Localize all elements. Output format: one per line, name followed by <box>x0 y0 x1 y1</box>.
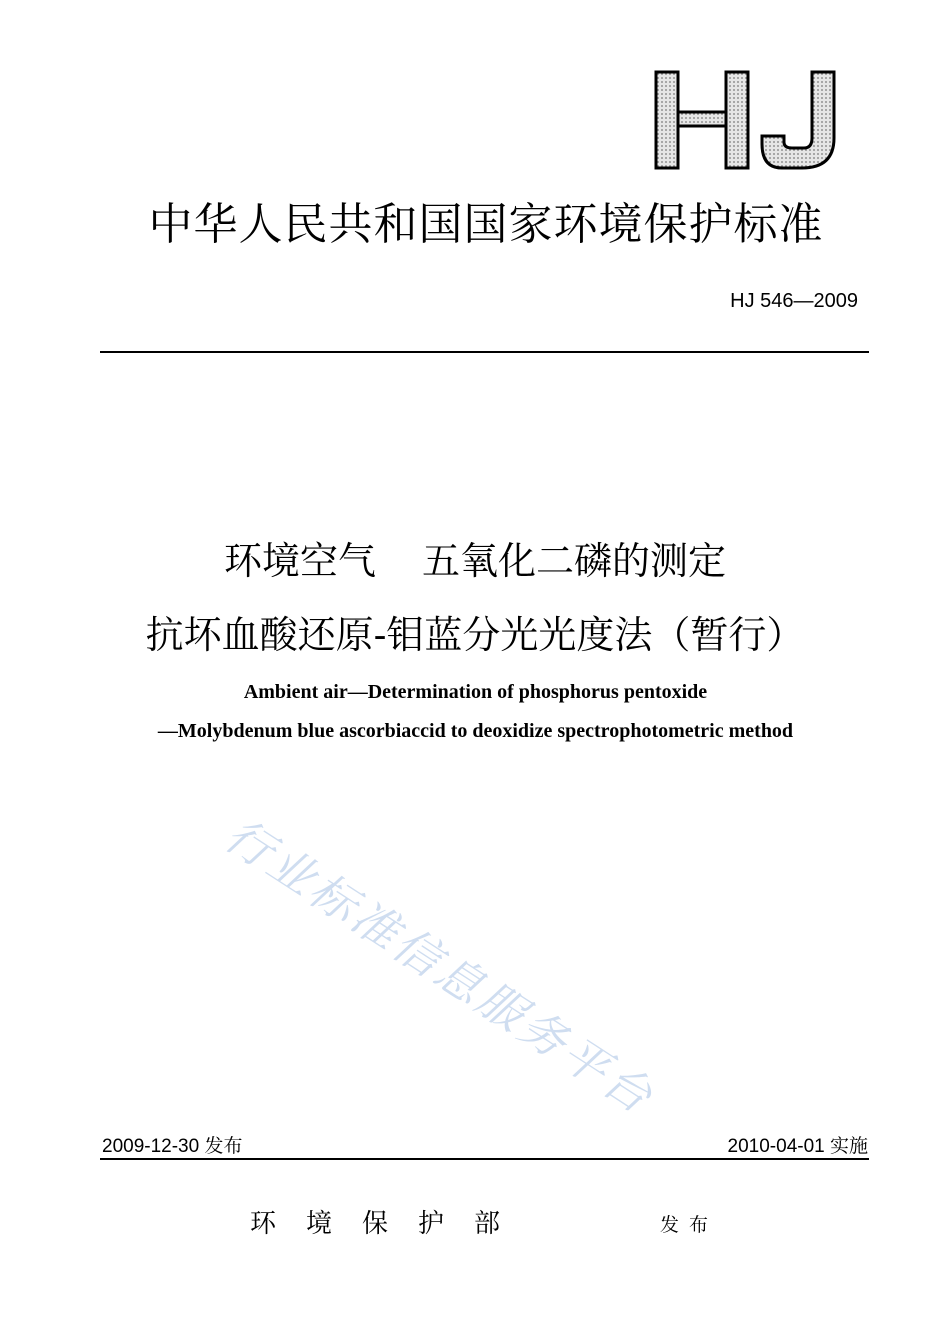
issuer-title: 中华人民共和国国家环境保护标准 <box>148 199 824 250</box>
chinese-title-line-1 <box>0 530 950 585</box>
english-title-line-2: —Molybdenum blue ascorbiaccid to deoxidize spectrophotometric method <box>157 720 794 742</box>
issue-date: 2009-12-30 发布 <box>102 1136 243 1157</box>
english-title-line-1: Ambient air—Determination of phosphorus pentoxide <box>243 681 708 703</box>
chinese-title-topic: 五氧化二磷的测定 <box>422 539 727 583</box>
watermark: 行业标准信息服务平台 <box>215 807 665 1126</box>
top-divider <box>100 351 869 353</box>
bottom-divider <box>100 1158 869 1160</box>
hj-logo <box>652 68 844 172</box>
chinese-title-subject: 环境空气 <box>223 539 376 583</box>
standard-number: HJ 546—2009 <box>730 290 858 312</box>
effective-date: 2010-04-01 实施 <box>727 1136 868 1157</box>
publish-label: 发布 <box>660 1214 719 1236</box>
publisher-name: 环境保护部 <box>250 1209 531 1239</box>
chinese-title-line-2: 抗坏血酸还原-钼蓝分光光度法（暂行） <box>145 613 805 657</box>
